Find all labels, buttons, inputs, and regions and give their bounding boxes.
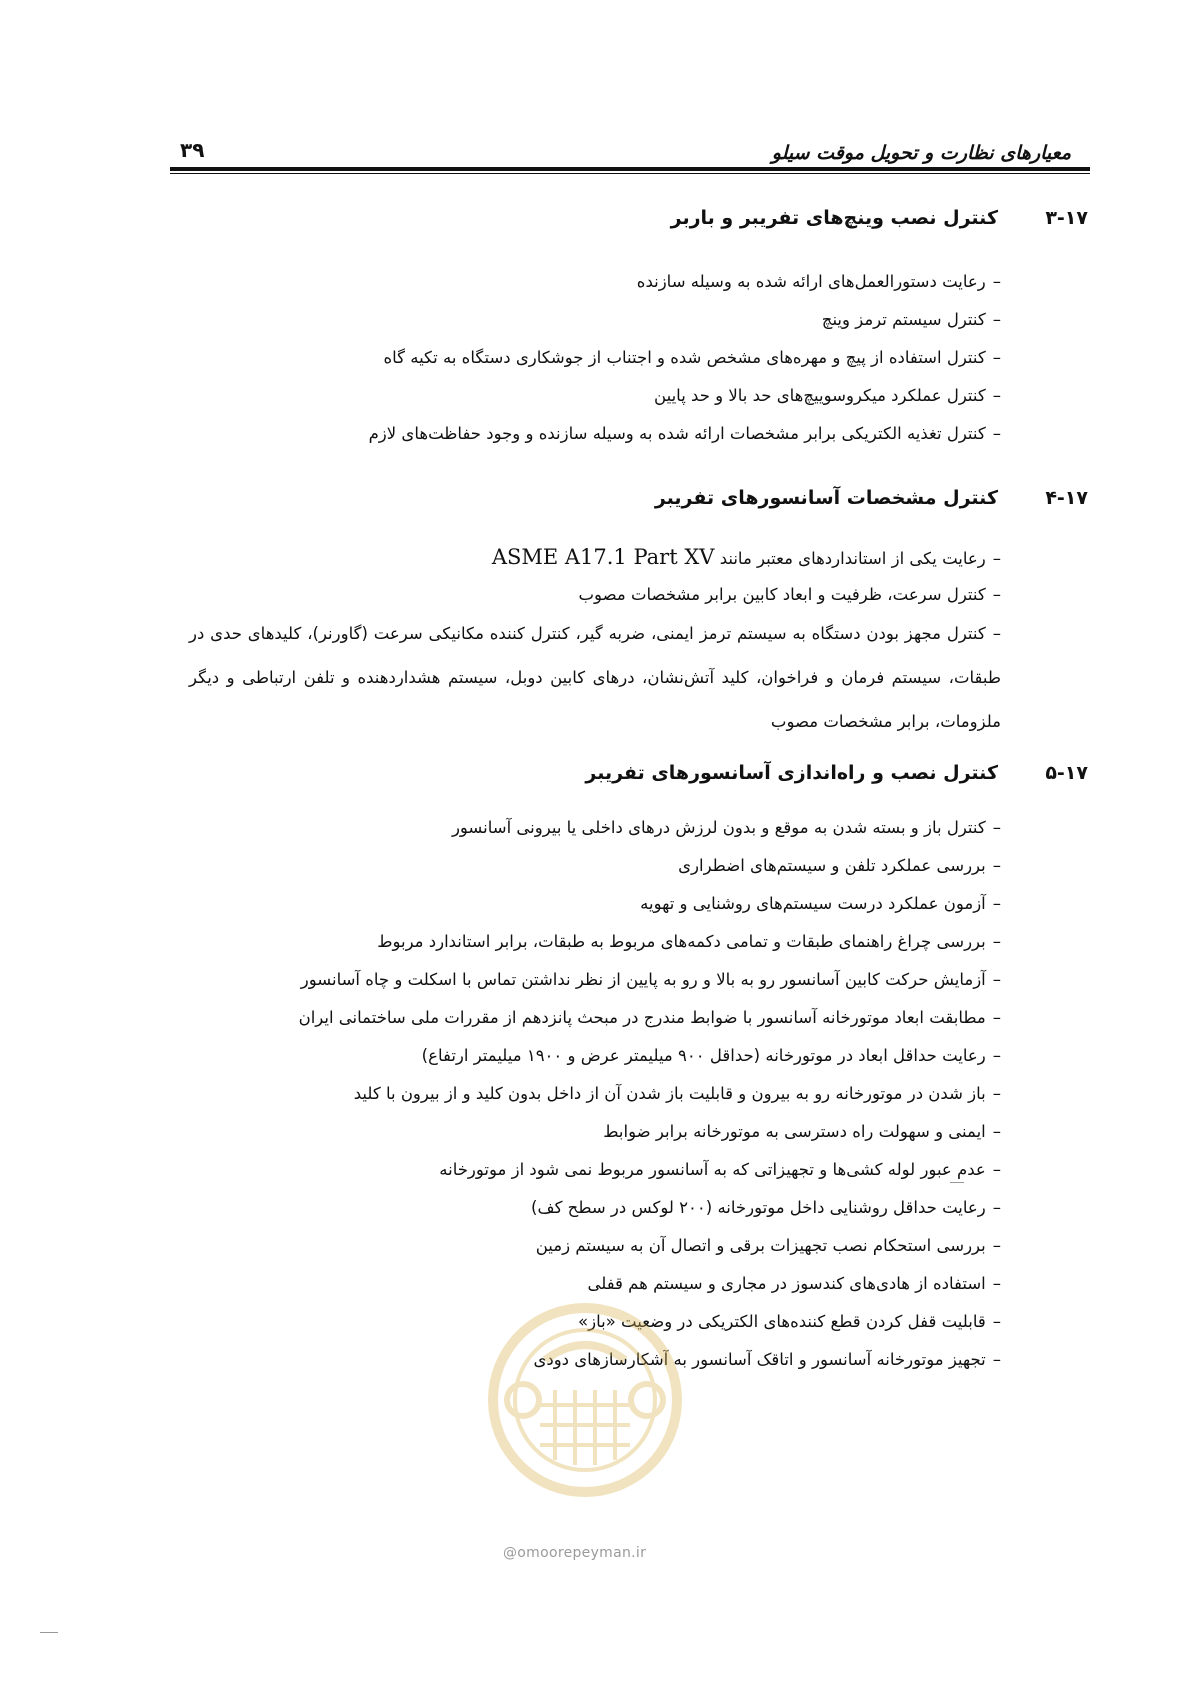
list-item: –آزمایش حرکت کابین آسانسور رو به بالا و رو به پایین از نظر نداشتن تماس با اسکلت و چاه آسانسور <box>300 970 1001 989</box>
list-item: –کنترل سیستم ترمز وینچ <box>821 310 1001 329</box>
list-item: –بررسی استحکام نصب تجهیزات برقی و اتصال آن به سیستم زمین <box>535 1236 1001 1255</box>
section-title: کنترل نصب وینچ‌های تفریبر و باربر <box>670 207 998 229</box>
header-rule <box>170 167 1090 171</box>
section-title: کنترل مشخصات آسانسورهای تفریبر <box>654 487 998 509</box>
header-rule-thin <box>170 173 1090 174</box>
list-item: –کنترل باز و بسته شدن به موقع و بدون لرزش درهای داخلی یا بیرونی آسانسور <box>451 818 1001 837</box>
list-item: –کنترل استفاده از پیچ و مهره‌های مشخص شده و اجتناب از جوشکاری دستگاه به تکیه گاه <box>383 348 1001 367</box>
list-item: –استفاده از هادی‌های کندسوز در مجاری و سیستم هم قفلی <box>587 1274 1001 1293</box>
list-item: –قابلیت قفل کردن قطع کننده‌های الکتریکی در وضعیت «باز» <box>578 1312 1001 1331</box>
list-item: –بررسی عملکرد تلفن و سیستم‌های اضطراری <box>678 856 1001 875</box>
list-item: –عدم عبور لوله کشی‌ها و تجهیزاتی که به آسانسور مربوط نمی شود از موتورخانه <box>439 1160 1001 1179</box>
section-number: ۵-۱۷ <box>1045 762 1088 784</box>
list-item: –کنترل عملکرد میکروسوییچ‌های حد بالا و حد پایین <box>654 386 1001 405</box>
list-item: –تجهیز موتورخانه آسانسور و اتاقک آسانسور به آشکارسازهای دودی <box>533 1350 1001 1369</box>
list-item: –باز شدن در موتورخانه رو به بیرون و قابلیت باز شدن آن از داخل بدون کلید و از بیرون با کلید <box>353 1084 1001 1103</box>
list-item: –کنترل سرعت، ظرفیت و ابعاد کابین برابر مشخصات مصوب <box>578 585 1001 604</box>
section-heading <box>655 487 1088 509</box>
list-item: –رعایت حداقل ابعاد در موتورخانه (حداقل ۹۰۰ میلیمتر عرض و ۱۹۰۰ میلیمتر ارتفاع) <box>421 1046 1001 1065</box>
list-item: –رعایت حداقل روشنایی داخل موتورخانه (۲۰۰ لوکس در سطح کف) <box>531 1198 1001 1217</box>
watermark-seal <box>485 1300 685 1500</box>
list-item: –بررسی چراغ راهنمای طبقات و تمامی دکمه‌های مربوط به طبقات، برابر استاندارد مربوط <box>377 932 1001 951</box>
standard-reference: ASME A17.1 Part XV <box>491 545 715 569</box>
page-number: ۳۹ <box>180 138 205 162</box>
section-number: ۳-۱۷ <box>1045 207 1088 229</box>
watermark-url: @omoorepeyman.ir <box>503 1545 647 1561</box>
list-item: –مطابقت ابعاد موتورخانه آسانسور با ضوابط مندرج در مبحث پانزدهم از مقررات ملی ساختمانی ایران <box>298 1008 1001 1027</box>
section-number: ۴-۱۷ <box>1045 487 1088 509</box>
running-header-title: معیارهای نظارت و تحویل موقت سیلو <box>771 142 1071 164</box>
section-heading <box>671 207 1088 229</box>
list-item: –آزمون عملکرد درست سیستم‌های روشنایی و تهویه <box>640 894 1001 913</box>
section-title: کنترل نصب و راه‌اندازی آسانسورهای تفریبر <box>585 762 998 784</box>
scan-artifact <box>950 1182 964 1183</box>
scan-artifact <box>40 1632 58 1633</box>
list-item: –رعایت دستورالعمل‌های ارائه شده به وسیله سازنده <box>636 272 1001 291</box>
list-item-paragraph: –کنترل مجهز بودن دستگاه به سیستم ترمز ایمنی، ضربه گیر، کنترل کننده مکانیکی سرعت (گاورنر)، کلیدهای حدی در طبقات، سیستم فرمان و فراخوان، کلید آتش‌نشان، درهای کابین دوبل، سیستم هشداردهنده و تلفن ارتباطی و دیگر ملزومات، برابر مشخصات مصوب <box>189 624 1001 731</box>
list-item: –کنترل تغذیه الکتریکی برابر مشخصات ارائه شده به وسیله سازنده و وجود حفاظت‌های لازم <box>368 424 1001 443</box>
list-item: –رعایت یکی از استانداردهای معتبر مانند ASME A17.1 Part XV <box>491 545 1001 569</box>
list-item: –ایمنی و سهولت راه دسترسی به موتورخانه برابر ضوابط <box>603 1122 1001 1141</box>
section-heading <box>585 762 1088 784</box>
